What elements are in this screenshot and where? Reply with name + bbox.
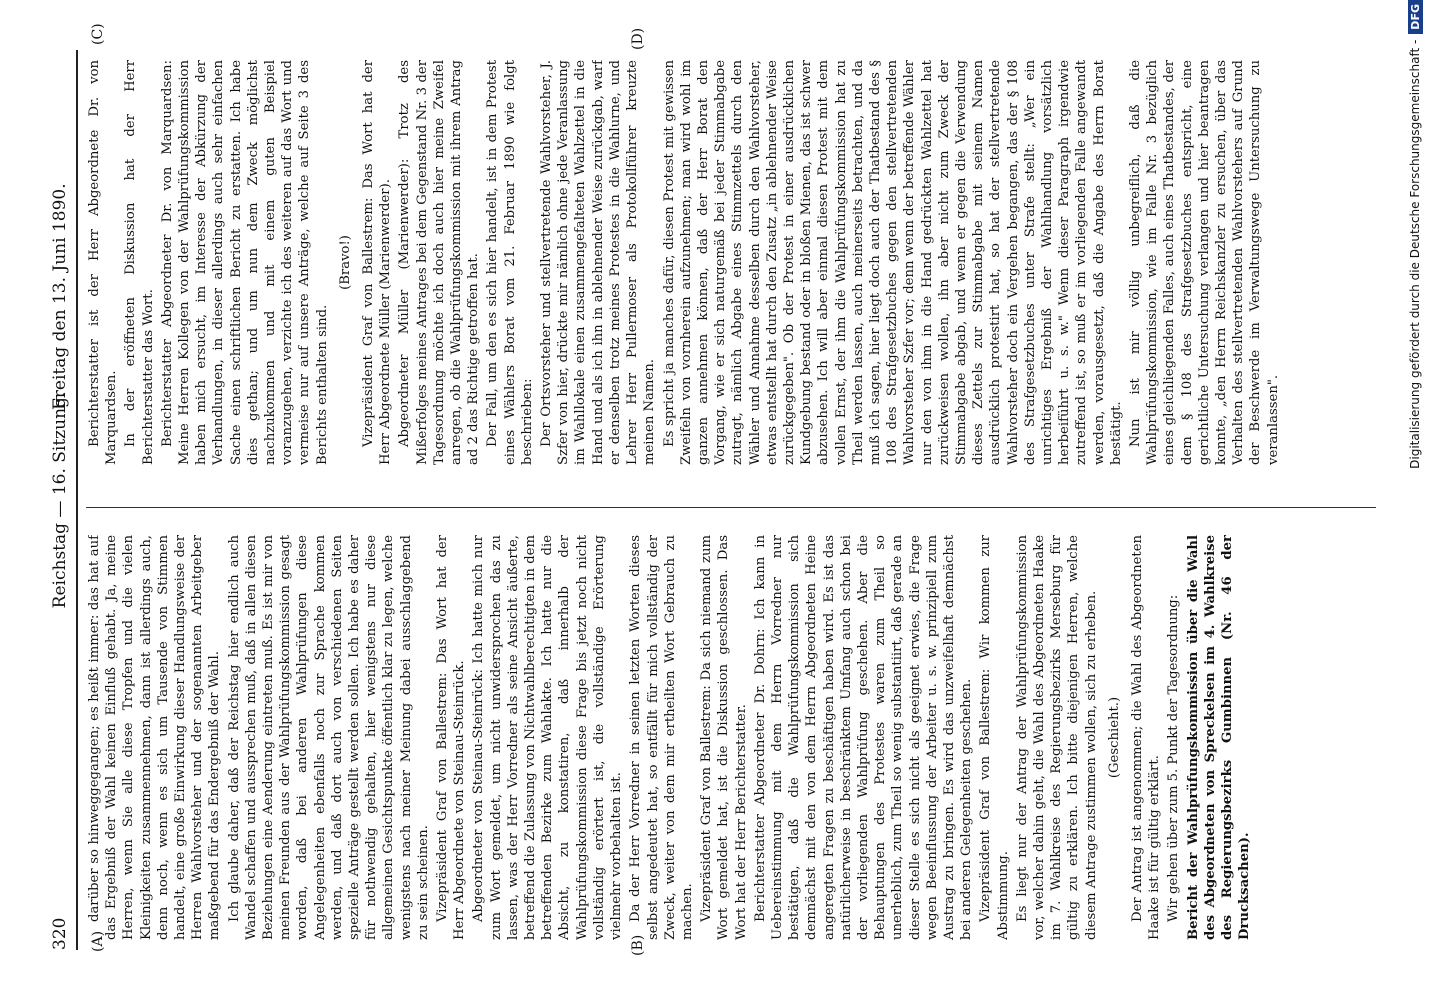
paragraph: Wir gehen über zum 5. Punkt der Tagesordnung: — [1166, 594, 1182, 922]
margin-letter-c: (C) — [90, 23, 106, 45]
paragraph: Der Fall, um den es sich hier handelt, ist in dem Protest eines Wählers Borat vom 21. Februar 1890 wie folgt beschrieben: — [485, 60, 535, 465]
digitization-credit — [1408, 0, 1423, 1000]
page-header — [50, 50, 78, 950]
paragraph: Ich glaube daher, daß der Reichstag hier endlich auch Wandel schaffen und aussprechen muß, daß in allen diesen Beziehungen eine Aenderung eintreten muß. Es ist mir von meinen Freunden aus der Wahlprüfungskommission gesagt worden, daß bei anderen Wahlprüfungen diese Angelegenheiten ebenfalls noch zur Sprache kommen werden, und daß dort auch von verschiedenen Seiten spezielle Anträge gestellt werden sollen. Ich habe es daher für nothwendig gehalten, hier wenigstens nur diese allgemeinen Gesichtspunkte öffentlich klar zu legen, welche wenigstens nach meiner Meinung dabei ausschlaggebend zu sein scheinen. — [226, 535, 431, 940]
speaker-paragraph: Berichterstatter Abgeordneter Dr. von Marquardsen: Meine Herren Kollegen von der Wahlprüfungskommission haben mich ersucht, im Interesse der Abkürzung der Verhandlungen, in dieser allerdings auch sehr einfachen Sache einen schriftlichen Bericht zu erstatten. Ich habe dies gethan; und um nun dem Zweck möglichst nachzukommen und mit einem guten Beispiel voranzugehen, verzichte ich des weiteren auf das Wort und vermeise nur auf unsere Anträge, welche auf Seite 3 des Berichts enthalten sind. — [159, 60, 330, 465]
dfg-logo: DFG — [1408, 0, 1423, 34]
stage-direction: (Geschieht.) — [1106, 696, 1122, 779]
speaker-paragraph: Vizepräsident Graf von Ballestrem: Da sich niemand zum Wort gemeldet hat, ist die Diskussion geschlossen. Das Wort hat der Herr Berichterstatter. — [699, 535, 749, 940]
paragraph: In der eröffneten Diskussion hat der Herr Berichterstatter das Wort. — [123, 60, 156, 465]
column-divider — [86, 507, 1376, 508]
agenda-item-heading: Bericht der Wahlprüfungskommission über die Wahl des Abgeordneten von Spreckelsen im 4. Wahlkreise des Regierungsbezirks Gumbinnen (Nr. 46 der Drucksachen). — [1185, 535, 1253, 940]
margin-letter-d: (D) — [630, 27, 646, 50]
speaker-paragraph: Vizepräsident Graf von Ballestrem: Das Wort hat der Herr Abgeordnete Müller (Marienwerder). — [361, 60, 394, 465]
margin-letter-a: (A) — [90, 930, 106, 952]
paragraph: Da der Herr Vorredner in seinen letzten Worten dieses selbst angedeutet hat, so entfällt für mich vollständig der Zweck, weiter von dem mir ertheilten Wort Gebrauch zu machen. — [628, 535, 695, 940]
page-number: 320 — [50, 917, 70, 950]
paragraph: Der Antrag ist angenommen; die Wahl des Abgeordneten Haake ist für gültig erklärt. — [1129, 535, 1163, 940]
paragraph: darüber so hinweggegangen; es heißt immer: das hat auf das Ergebniß der Wahl keinen Einfluß gehabt. Ja, meine Herren, wenn Sie alle diese Tropfen und die vielen Kleinigkeiten zusammennehmen, dann ist allerdings auch, denn noch, wenn es sich um Tausende von Stimmen handelt, eine große Einwirkung dieser Handlungsweise der Herren Wahlvorsteher und der sogenannten Arbeitgeber maßgebend für das Endergebniß der Wahl. — [87, 535, 223, 940]
stage-direction: (Bravo!) — [337, 235, 353, 290]
session-date: Freitag den 13. Juni 1890. — [50, 183, 70, 410]
left-text-column — [86, 535, 1386, 940]
quoted-protest: Der Ortsvorsteher und stellvertretende Wahlvorsteher, J. Szfer von hier, drückte mir nämlich ohne jede Veranlassung im Wahllokale einen zusammengefalteten Wahlzettel in die Hand und als ich ihn in ablehnender Weise zurückgab, warf er denselben trotz meines Protestes in die Wahlurne, und Lehrer Herr Pullermoser als Protokollführer kreuzte meinen Namen. — [539, 60, 658, 465]
speaker-paragraph: Abgeordneter Müller (Marienwerder): Trotz des Mißerfolges meines Antrages bei dem Gegenstand Nr. 3 der Tagesordnung möchte ich doch auch hier meine Zweifel anregen, ob die Wahlprüfungskommission mit ihrem Antrag ad 2 das Richtige getroffen hat. — [397, 60, 482, 465]
paragraph: Es spricht ja manches dafür, diesen Protest mit gewissen Zweifeln von vornherein aufzunehmen; man wird wohl im ganzen annehmen können, daß der Herr Borat den Vorgang, wie er sich naturgemäß bei jeder Stimmabgabe zutragt, nämlich Abgabe eines Stimmzettels durch den Wähler und Annahme desselben durch den Wahlvorsteher, etwas entstellt hat durch den Zusatz „in ablehnender Weise zurückgegeben". Ob der Protest in einer ausdrücklichen Kundgebung bestand oder in bloßen Mienen, das ist schwer abzusehen. Ich will aber einmal diesen Protest mit dem vollen Ernst, der ihm die Wahlprüfungskommission hat zu Theil werden lassen, auch meinerseits betrachten, und da muß ich sagen, hier liegt doch auch der Thatbestand des § 108 des Strafgesetzbuches gegen den stellvertretenden Wahlvorsteher Szfer vor; denn wenn der betreffende Wähler nur den von ihm in die Hand gedrückten Wahlzettel hat zurückweisen wollen, ihn aber nicht zum Zweck der Stimmabgabe abgab, und wenn er gegen die Verwendung dieses Zettels zur Stimmabgabe mit seinem Namen ausdrücklich protestirt hat, so hat der stellvertretende Wahlvorsteher doch ein Vergehen begangen, das der § 108 des Strafgesetzbuches unter Strafe stellt: „Wer ein unrichtiges Ergebniß der Wahlhandlung vorsätzlich herbeiführt u. s. w." Wenn dieser Paragraph irgendwie zutreffend ist, so muß er im vorliegenden Falle angewandt werden, vorausgesetzt, daß die Angabe des Herrn Borat bestätigt. — [661, 60, 1124, 465]
speaker-paragraph: Vizepräsident Graf von Ballestrem: Das Wort hat der Herr Abgeordnete von Steinau-Steinrück. — [435, 535, 468, 940]
running-title: Reichstag — 16. Sitzung. — [50, 391, 70, 609]
paragraph: Berichterstatter ist der Herr Abgeordnete Dr. von Marquardsen. — [87, 60, 120, 465]
paragraph: Nun ist mir völlig unbegreiflich, daß die Wahlprüfungskommission, wie im Falle Nr. 3 bezüglich eines gleichliegenden Falles, auch eines Thatbestandes, der dem § 108 des Strafgesetzbuches entspricht, eine gerichtliche Untersuchung verlangen und hier beantragen konnte, „den Herrn Reichskanzler zu ersuchen, über das Verhalten des stellvertretenden Wahlvorstehers auf Grund der Beschwerde im Verwaltungswege Untersuchung zu veranlassen". — [1127, 60, 1281, 465]
speaker-paragraph: Berichterstatter Abgeordneter Dr. Dohrn: Ich kann in Uebereinstimmung mit dem Herrn Vorredner nur bestätigen, daß die Wahlprüfungskommission sich demnächst mit den von dem Herrn Abgeordneten Heine angeregten Fragen zu beschäftigen haben wird. Es ist das natürlicherweise in beschränktem Umfang auch schon bei der vorliegenden Wahlprüfung geschehen. Aber die Behauptungen des Protestes waren zum Theil so unerheblich, zum Theil so wenig substantiirt, daß gerade an dieser Stelle es sich nicht als geeignet erwies, die Frage wegen Beeinflussung der Arbeiter u. s. w. prinzipiell zum Austrag zu bringen. Es wird das unzweifelhaft demnächst bei anderen Gelegenheiten geschehen. — [752, 535, 975, 940]
paragraph: Es liegt nur der Antrag der Wahlprüfungskommission vor, welcher dahin geht, die Wahl des Abgeordneten Haake im 7. Wahlkreise des Regierungsbezirks Merseburg für gültig zu erklären. Ich bitte diejenigen Herren, welche diesem Antrage zustimmen wollen, sich zu erheben. — [1014, 535, 1099, 940]
speaker-paragraph: Vizepräsident Graf von Ballestrem: Wir kommen zur Abstimmung. — [978, 535, 1011, 940]
margin-letter-b: (B) — [630, 934, 646, 956]
right-text-column — [86, 60, 1386, 465]
speaker-paragraph: Abgeordneter von Steinau-Steinrück: Ich hatte mich nur zum Wort gemeldet, um nicht unwidersprochen das zu lassen, was der Herr Vorredner als seine Ansicht äußerte, betreffend die Zulassung von Nichtwahlberechtigten in dem betreffenden Bezirke zum Wahlakte. Ich hatte nur die Absicht, zu konstatiren, daß innerhalb der Wahlprüfungskommission diese Frage bis jetzt noch nicht vollständig erörtert ist, die vollständige Erörterung vielmehr vorbehalten ist. — [471, 535, 625, 940]
credit-text: Digitalisierung gefördert durch die Deutsche Forschungsgemeinschaft - — [1408, 39, 1422, 469]
